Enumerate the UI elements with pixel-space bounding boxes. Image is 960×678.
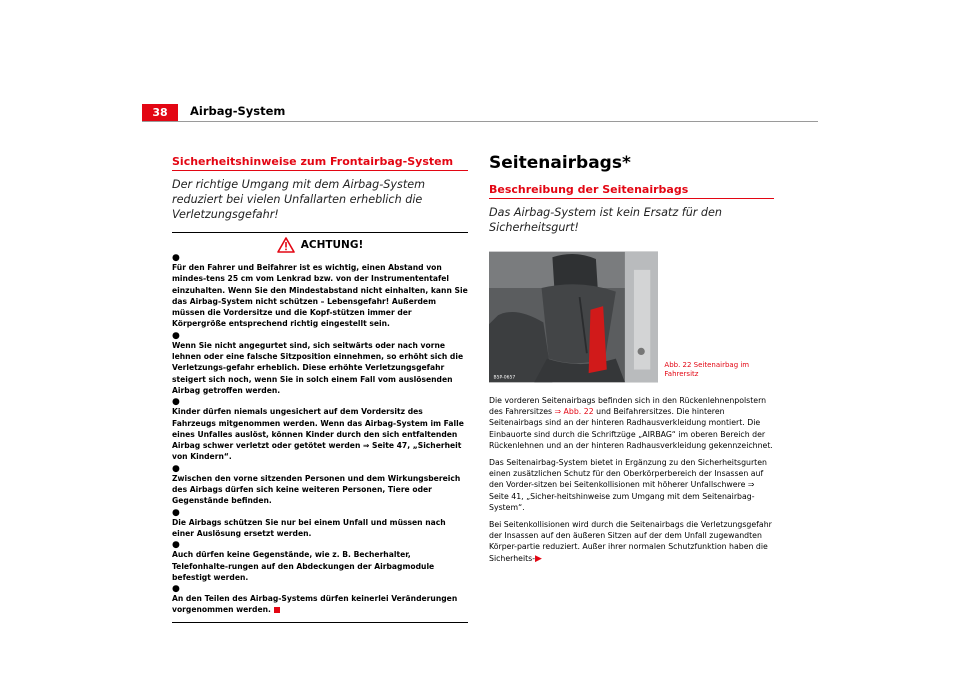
warning-item: ● Für den Fahrer und Beifahrer ist es wichtig, einen Abstand von mindes-tens 25 cm vom Lenkrad bzw. von der Instrumententafel einzuhalten. Wenn Sie den Mindestabstand nicht einhalten, kann Sie das Airbag-System nicht schützen – Lebensgefahr! Außerdem müssen die Vordersitze und die Kopf-stützen immer der Körpergröße entsprechend richtig eingestellt sein.	[172, 253, 468, 329]
figure-link[interactable]: ⇒ Abb. 22	[554, 407, 594, 417]
warning-box	[172, 232, 468, 623]
bullet-icon: ●	[172, 330, 180, 341]
warning-item: ● Kinder dürfen niemals ungesichert auf dem Vordersitz des Fahrzeugs mitgenommen werden. Wenn das Airbag-System im Falle eines Unfalles auslöst, können Kinder durch den sich entfaltenden Airbag schwer verletzt oder getötet werden ⇒ Seite 47, „Sicherheit von Kindern“.	[172, 398, 468, 462]
bullet-icon: ●	[172, 463, 180, 474]
header-title: Airbag-System	[190, 104, 286, 118]
paragraph: Das Seitenairbag-System bietet in Ergänzung zu den Sicherheitsgurten einen zusätzlichen Schutz für den Oberkörperbereich der Insassen auf den Vorder-sitzen bei Seitenkollisionen mit höherer Unfallschwere ⇒ Seite 41, „Sicher-heitshinweise zum Umgang mit dem Seitenairbag-System“.	[489, 458, 767, 512]
page-number: 38	[142, 104, 178, 121]
section-intro: Der richtige Umgang mit dem Airbag-System reduziert bei vielen Unfallarten erheblich die Verletzungsgefahr!	[172, 178, 425, 221]
left-column	[172, 155, 468, 623]
figure-code: B5P-0657	[493, 375, 516, 381]
warning-item: ● Zwischen den vorne sitzenden Personen und dem Wirkungsbereich des Airbags dürfen sich keine weiteren Personen, Tiere oder Gegenstände befinden.	[172, 465, 468, 507]
warning-item: ● Die Airbags schützen Sie nur bei einem Unfall und müssen nach einer Auslösung ersetzt werden.	[172, 509, 468, 540]
bullet-icon: ●	[172, 397, 180, 408]
end-marker-icon	[274, 607, 280, 613]
warning-item: ● Auch dürfen keine Gegenstände, wie z. B. Becherhalter, Telefonhalte-rungen auf den Abdeckungen der Airbagmodule befestigt werden.	[172, 541, 468, 583]
paragraph: Bei Seitenkollisionen wird durch die Seitenairbags die Verletzungsgefahr der Insassen auf den äußeren Sitzen auf der dem Unfall zugewandten Körper-partie reduziert. Außer ihrer normalen Schutzfunktion haben die Sicherheits-▶	[489, 520, 772, 564]
section-heading-side-airbags: Beschreibung der Seitenairbags	[489, 183, 774, 199]
section-intro: Das Airbag-System ist kein Ersatz für den Sicherheitsgurt!	[489, 206, 723, 234]
bullet-icon: ●	[172, 507, 180, 518]
bullet-icon: ●	[172, 540, 180, 551]
seat-airbag-photo	[489, 245, 658, 389]
warning-triangle-icon	[277, 237, 295, 253]
chapter-title: Seitenairbags*	[489, 153, 631, 173]
continue-arrow-icon: ▶	[535, 553, 542, 564]
warning-title: ACHTUNG!	[300, 239, 364, 251]
figure-caption: Abb. 22 Seitenairbag im Fahrersitz	[664, 361, 750, 378]
warning-item: ● Wenn Sie nicht angegurtet sind, sich seitwärts oder nach vorne lehnen oder eine falsche Sitzposition einnehmen, so erhöht sich die Verletzungs-gefahr erheblich. Diese erhöhte Verletzungsgefahr steigert sich noch, wenn Sie in solch einem Fall vom auslösenden Airbag getroffen werden.	[172, 332, 468, 396]
paragraph: Die vorderen Seitenairbags befinden sich in den Rückenlehnenpolstern des Fahrersitzes ⇒ Abb. 22 und Beifahrersitzes. Die hinteren Seitenairbags sind an der hinteren Radhausverkleidung montiert. Die Einbauorte sind durch die Schriftzüge „AIRBAG“ im oberen Bereich der Rückenlehnen und an der hinteren Radhausverkleidung gekennzeichnet.	[489, 396, 773, 450]
warning-item: ● An den Teilen des Airbag-Systems dürfen keinerlei Veränderungen vorgenommen werden.	[172, 585, 468, 616]
bullet-icon: ●	[172, 584, 180, 595]
warning-header	[172, 236, 468, 254]
header-divider	[142, 121, 818, 122]
section-heading-front-airbag: Sicherheitshinweise zum Frontairbag-System	[172, 155, 468, 171]
right-column	[489, 155, 774, 565]
bullet-icon: ●	[172, 253, 180, 263]
figure	[489, 245, 774, 389]
